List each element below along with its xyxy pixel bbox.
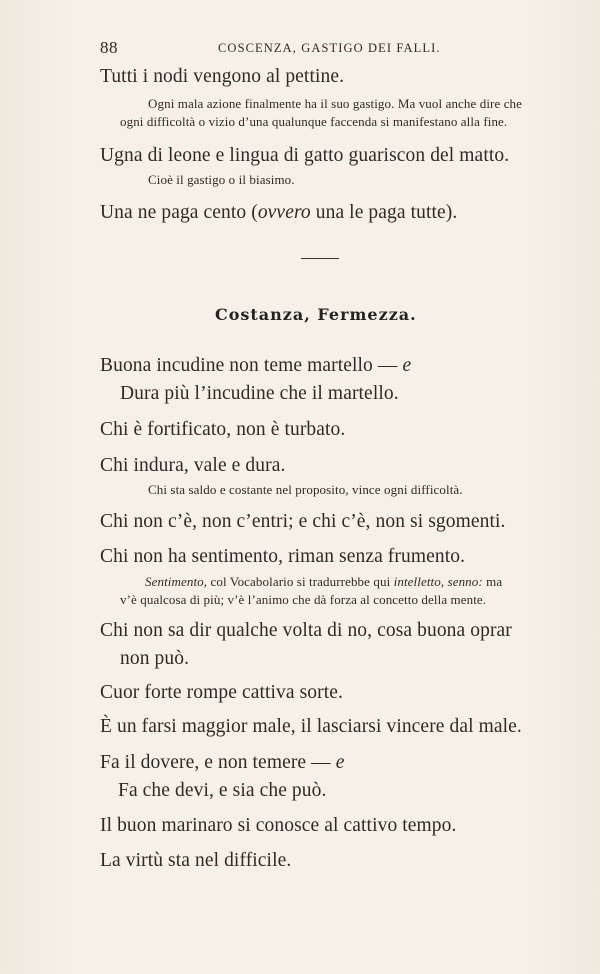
proverb-il-buon-marinaro: Il buon marinaro si conosce al cattivo tempo. [100,815,457,836]
proverb-chi-non-sa-dir-line-2: non può. [120,648,190,669]
proverb-e-un-farsi: È un farsi maggior male, il lasciarsi vincere dal male. [100,716,522,737]
page-number: 88 [100,38,118,57]
proverb-chi-non-ha-sentimento: Chi non ha sentimento, riman senza frumento. [100,546,466,567]
proverb-text: Buona incudine non teme martello — [100,355,403,376]
proverb-text: una le paga tutte). [310,202,458,223]
section-title: Costanza, Fermezza. [215,305,417,324]
proverb-chi-indura: Chi indura, vale e dura. [100,455,286,476]
section-divider [301,258,339,259]
note-text: col Vocabolario si tradurrebbe qui [207,574,394,589]
proverb-tutti-i-nodi: Tutti i nodi vengono al pettine. [100,66,345,87]
note-italic: Sentimento, [145,574,208,589]
proverb-fa-che-devi: Fa che devi, e sia che può. [118,780,327,801]
proverb-la-virtu: La virtù sta nel difficile. [100,850,292,871]
note-chi-indura: Chi sta saldo e costante nel proposito, vince ogni difficoltà. [148,482,463,497]
note-tutti-i-nodi-line-1: Ogni mala azione finalmente ha il suo gastigo. Ma vuol anche dire che [148,96,523,111]
proverb-ugna-di-leone: Ugna di leone e lingua di gatto guariscon del matto. [100,145,510,166]
proverb-fa-il-dovere [100,752,345,774]
note-ugna-di-leone: Cioè il gastigo o il biasimo. [148,172,295,187]
note-text: ma [482,574,503,589]
proverb-italic-word: e [402,355,412,376]
proverb-una-ne-paga-cento [100,202,457,224]
proverb-buona-incudine [100,355,411,377]
proverb-chi-non-ce: Chi non c’è, non c’entri; e chi c’è, non si sgomenti. [100,511,506,532]
note-sentimento-line-2: v’è qualcosa di più; v’è l’animo che dà forza al concetto della mente. [120,592,487,607]
note-tutti-i-nodi-line-2: ogni difficoltà o vizio d’una qualunque faccenda si manifestano alla fine. [120,114,508,129]
proverb-chi-non-sa-dir-line-1: Chi non sa dir qualche volta di no, cosa buona oprar [100,620,512,641]
page-header [100,38,500,60]
proverb-cuor-forte: Cuor forte rompe cattiva sorte. [100,682,343,703]
note-sentimento-line-1 [145,574,502,590]
proverb-chi-e-fortificato: Chi è fortificato, non è turbato. [100,419,346,440]
proverb-text: Fa il dovere, e non temere — [100,752,336,773]
proverb-italic-word: ovvero [257,202,311,223]
proverb-dura-piu-incudine: Dura più l’incudine che il martello. [120,383,399,404]
note-italic: intelletto, senno: [393,574,483,589]
proverb-text: Una ne paga cento ( [100,202,258,223]
running-title: COSCENZA, GASTIGO DEI FALLI. [218,41,441,55]
proverb-italic-word: e [335,752,345,773]
